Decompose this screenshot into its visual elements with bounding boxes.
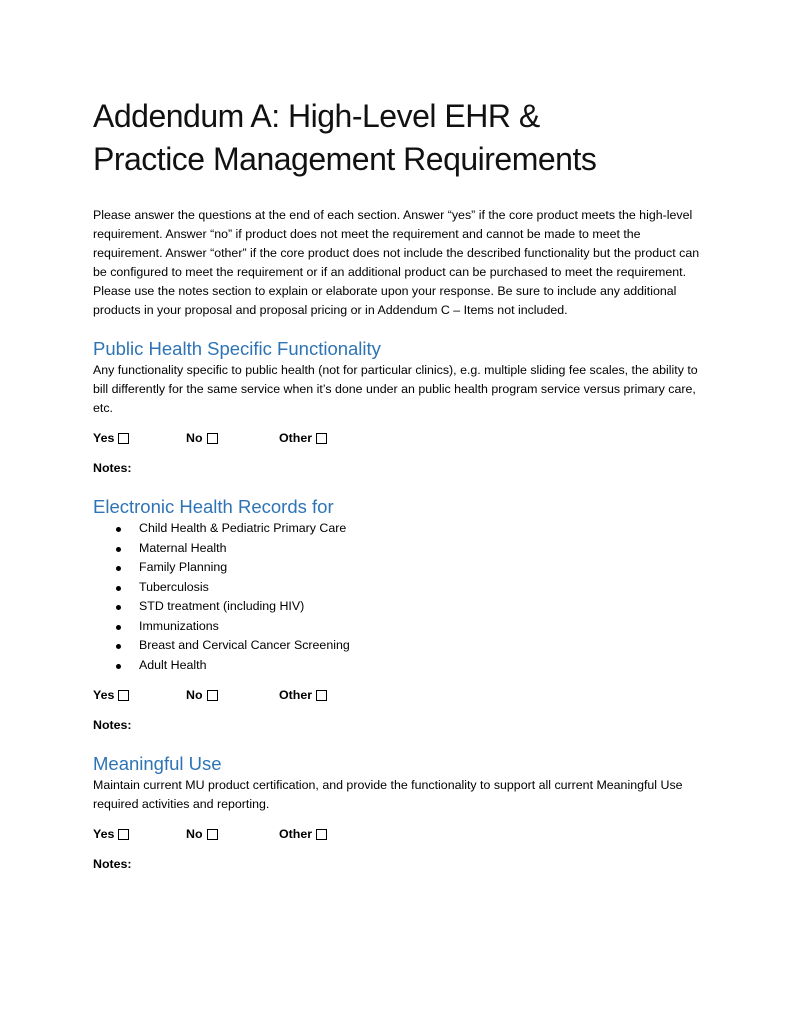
list-item-text: Tuberculosis bbox=[139, 579, 209, 594]
notes-label: Notes: bbox=[93, 718, 132, 732]
yes-checkbox[interactable] bbox=[118, 690, 129, 701]
answer-yes bbox=[93, 429, 186, 448]
answer-yes bbox=[93, 686, 186, 705]
other-checkbox[interactable] bbox=[316, 433, 327, 444]
list-item-text: Family Planning bbox=[139, 560, 228, 574]
bullet-icon bbox=[116, 566, 121, 571]
answer-row bbox=[93, 825, 703, 844]
answer-other bbox=[279, 686, 327, 705]
section-description: Maintain current MU product certification, and provide the functionality to support all current Meaningful Use required activities and reporting. bbox=[93, 778, 683, 811]
list-item bbox=[139, 539, 703, 559]
list-item-text: Child Health & Pediatric Primary Care bbox=[139, 521, 347, 535]
other-label: Other bbox=[279, 431, 313, 445]
answer-other bbox=[279, 429, 327, 448]
answer-row bbox=[93, 686, 703, 705]
other-checkbox[interactable] bbox=[316, 829, 327, 840]
no-checkbox[interactable] bbox=[207, 433, 218, 444]
document-title bbox=[93, 95, 703, 181]
no-label: No bbox=[186, 688, 203, 702]
list-item-text: Breast and Cervical Cancer Screening bbox=[139, 638, 350, 652]
answer-no bbox=[186, 686, 279, 705]
answer-yes bbox=[93, 825, 186, 844]
answer-no bbox=[186, 429, 279, 448]
list-item bbox=[139, 519, 703, 539]
no-label: No bbox=[186, 827, 203, 841]
section-public-health bbox=[93, 337, 703, 478]
yes-checkbox[interactable] bbox=[118, 433, 129, 444]
other-label: Other bbox=[279, 827, 313, 841]
document-page bbox=[93, 95, 703, 874]
yes-label: Yes bbox=[93, 431, 115, 445]
answer-row bbox=[93, 429, 703, 448]
intro-paragraph: Please answer the questions at the end of each section. Answer “yes” if the core product meets the high-level requirement. Answer “no” if product does not meet the requirement and cannot be made to meet the requirement. Answer “other” if the core product does not include the described functionality but the product can be configured to meet the requirement or if an additional product can be purchased to meet the requirement. Please use the notes section to explain or elaborate upon your response. Be sure to include any additional products in your proposal and proposal pricing or in Addendum C – Items not included. bbox=[93, 208, 700, 317]
list-item-text: Adult Health bbox=[139, 657, 207, 672]
title-line-1: Addendum A: High-Level EHR & bbox=[93, 98, 540, 134]
answer-other bbox=[279, 825, 327, 844]
list-item-text: Immunizations bbox=[139, 618, 219, 633]
list-item bbox=[139, 617, 703, 637]
yes-label: Yes bbox=[93, 688, 115, 702]
no-checkbox[interactable] bbox=[207, 690, 218, 701]
list-item bbox=[139, 597, 703, 617]
bullet-icon bbox=[116, 586, 121, 591]
bullet-icon bbox=[116, 625, 121, 630]
no-checkbox[interactable] bbox=[207, 829, 218, 840]
section-ehr bbox=[93, 495, 703, 735]
list-item bbox=[139, 558, 703, 578]
list-item bbox=[139, 636, 703, 656]
list-item-text: Maternal Health bbox=[139, 540, 227, 555]
section-meaningful-use bbox=[93, 752, 703, 874]
ehr-program-list bbox=[93, 519, 703, 675]
list-item bbox=[139, 578, 703, 598]
yes-label: Yes bbox=[93, 827, 115, 841]
notes-label: Notes: bbox=[93, 857, 132, 871]
section-heading: Meaningful Use bbox=[93, 753, 222, 774]
bullet-icon bbox=[116, 664, 121, 669]
no-label: No bbox=[186, 431, 203, 445]
other-label: Other bbox=[279, 688, 313, 702]
bullet-icon bbox=[116, 547, 121, 552]
section-heading: Electronic Health Records for bbox=[93, 496, 334, 517]
bullet-icon bbox=[116, 605, 121, 610]
title-line-2: Practice Management Requirements bbox=[93, 141, 597, 177]
section-heading: Public Health Specific Functionality bbox=[93, 338, 381, 359]
list-item bbox=[139, 656, 703, 676]
answer-no bbox=[186, 825, 279, 844]
section-description: Any functionality specific to public health (not for particular clinics), e.g. multiple sliding fee scales, the ability to bill differently for the same service when it’s done under an public health program service versus primary care, etc. bbox=[93, 363, 698, 415]
bullet-icon bbox=[116, 527, 121, 532]
other-checkbox[interactable] bbox=[316, 690, 327, 701]
yes-checkbox[interactable] bbox=[118, 829, 129, 840]
list-item-text: STD treatment (including HIV) bbox=[139, 599, 305, 613]
bullet-icon bbox=[116, 644, 121, 649]
notes-label: Notes: bbox=[93, 461, 132, 475]
